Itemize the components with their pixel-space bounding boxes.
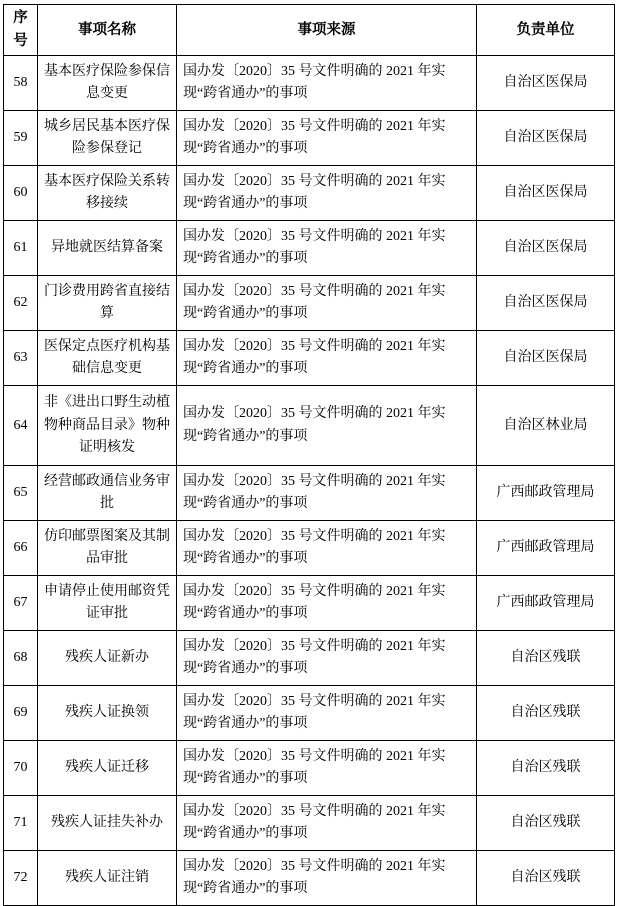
responsible-unit-cell: 自治区残联 [477, 741, 615, 796]
table-row [4, 521, 615, 576]
column-header-0: 序号 [4, 5, 38, 56]
serial-cell: 71 [4, 796, 38, 851]
item-source-cell: 国办发〔2020〕35 号文件明确的 2021 年实现“跨省通办”的事项 [177, 466, 477, 521]
serial-cell: 68 [4, 631, 38, 686]
column-header-1: 事项名称 [38, 5, 177, 56]
column-header-2: 事项来源 [177, 5, 477, 56]
item-source-cell: 国办发〔2020〕35 号文件明确的 2021 年实现“跨省通办”的事项 [177, 166, 477, 221]
item-name-cell: 医保定点医疗机构基础信息变更 [38, 331, 177, 386]
responsible-unit-cell: 自治区残联 [477, 686, 615, 741]
item-name-cell: 残疾人证挂失补办 [38, 796, 177, 851]
item-source-cell: 国办发〔2020〕35 号文件明确的 2021 年实现“跨省通办”的事项 [177, 276, 477, 331]
serial-cell: 72 [4, 851, 38, 906]
item-source-cell: 国办发〔2020〕35 号文件明确的 2021 年实现“跨省通办”的事项 [177, 576, 477, 631]
table-row [4, 686, 615, 741]
item-name-cell: 基本医疗保险关系转移接续 [38, 166, 177, 221]
item-name-cell: 门诊费用跨省直接结算 [38, 276, 177, 331]
responsible-unit-cell: 广西邮政管理局 [477, 466, 615, 521]
table-row [4, 851, 615, 906]
responsible-unit-cell: 自治区林业局 [477, 386, 615, 466]
item-name-cell: 残疾人证迁移 [38, 741, 177, 796]
item-source-cell: 国办发〔2020〕35 号文件明确的 2021 年实现“跨省通办”的事项 [177, 111, 477, 166]
serial-cell: 66 [4, 521, 38, 576]
responsible-unit-cell: 自治区医保局 [477, 221, 615, 276]
table-row [4, 111, 615, 166]
item-source-cell: 国办发〔2020〕35 号文件明确的 2021 年实现“跨省通办”的事项 [177, 56, 477, 111]
responsible-unit-cell: 自治区医保局 [477, 166, 615, 221]
responsible-unit-cell: 自治区医保局 [477, 56, 615, 111]
responsible-unit-cell: 自治区医保局 [477, 111, 615, 166]
table-row [4, 741, 615, 796]
item-source-cell: 国办发〔2020〕35 号文件明确的 2021 年实现“跨省通办”的事项 [177, 331, 477, 386]
serial-cell: 58 [4, 56, 38, 111]
item-source-cell: 国办发〔2020〕35 号文件明确的 2021 年实现“跨省通办”的事项 [177, 686, 477, 741]
serial-cell: 62 [4, 276, 38, 331]
table-row [4, 796, 615, 851]
table-row [4, 466, 615, 521]
item-source-cell: 国办发〔2020〕35 号文件明确的 2021 年实现“跨省通办”的事项 [177, 741, 477, 796]
serial-cell: 59 [4, 111, 38, 166]
serial-cell: 70 [4, 741, 38, 796]
table-row [4, 386, 615, 466]
table-row [4, 331, 615, 386]
responsible-unit-cell: 广西邮政管理局 [477, 576, 615, 631]
serial-cell: 65 [4, 466, 38, 521]
responsible-unit-cell: 自治区残联 [477, 631, 615, 686]
table-row [4, 56, 615, 111]
item-name-cell: 基本医疗保险参保信息变更 [38, 56, 177, 111]
table-row [4, 166, 615, 221]
item-name-cell: 残疾人证换领 [38, 686, 177, 741]
serial-cell: 63 [4, 331, 38, 386]
item-name-cell: 残疾人证新办 [38, 631, 177, 686]
item-source-cell: 国办发〔2020〕35 号文件明确的 2021 年实现“跨省通办”的事项 [177, 631, 477, 686]
item-source-cell: 国办发〔2020〕35 号文件明确的 2021 年实现“跨省通办”的事项 [177, 796, 477, 851]
responsible-unit-cell: 自治区残联 [477, 796, 615, 851]
serial-cell: 61 [4, 221, 38, 276]
item-name-cell: 异地就医结算备案 [38, 221, 177, 276]
serial-cell: 69 [4, 686, 38, 741]
header-row [4, 5, 615, 56]
item-source-cell: 国办发〔2020〕35 号文件明确的 2021 年实现“跨省通办”的事项 [177, 521, 477, 576]
item-name-cell: 申请停止使用邮资凭证审批 [38, 576, 177, 631]
table-row [4, 221, 615, 276]
responsible-unit-cell: 自治区残联 [477, 851, 615, 906]
responsible-unit-cell: 自治区医保局 [477, 331, 615, 386]
serial-cell: 64 [4, 386, 38, 466]
cross-province-items-table [3, 4, 615, 906]
responsible-unit-cell: 自治区医保局 [477, 276, 615, 331]
item-name-cell: 仿印邮票图案及其制品审批 [38, 521, 177, 576]
item-source-cell: 国办发〔2020〕35 号文件明确的 2021 年实现“跨省通办”的事项 [177, 386, 477, 466]
item-name-cell: 残疾人证注销 [38, 851, 177, 906]
item-source-cell: 国办发〔2020〕35 号文件明确的 2021 年实现“跨省通办”的事项 [177, 221, 477, 276]
item-name-cell: 非《进出口野生动植物种商品目录》物种证明核发 [38, 386, 177, 466]
responsible-unit-cell: 广西邮政管理局 [477, 521, 615, 576]
table-row [4, 276, 615, 331]
item-source-cell: 国办发〔2020〕35 号文件明确的 2021 年实现“跨省通办”的事项 [177, 851, 477, 906]
column-header-3: 负责单位 [477, 5, 615, 56]
table-row [4, 631, 615, 686]
serial-cell: 60 [4, 166, 38, 221]
table-row [4, 576, 615, 631]
item-name-cell: 经营邮政通信业务审批 [38, 466, 177, 521]
item-name-cell: 城乡居民基本医疗保险参保登记 [38, 111, 177, 166]
serial-cell: 67 [4, 576, 38, 631]
table-body [4, 56, 615, 906]
